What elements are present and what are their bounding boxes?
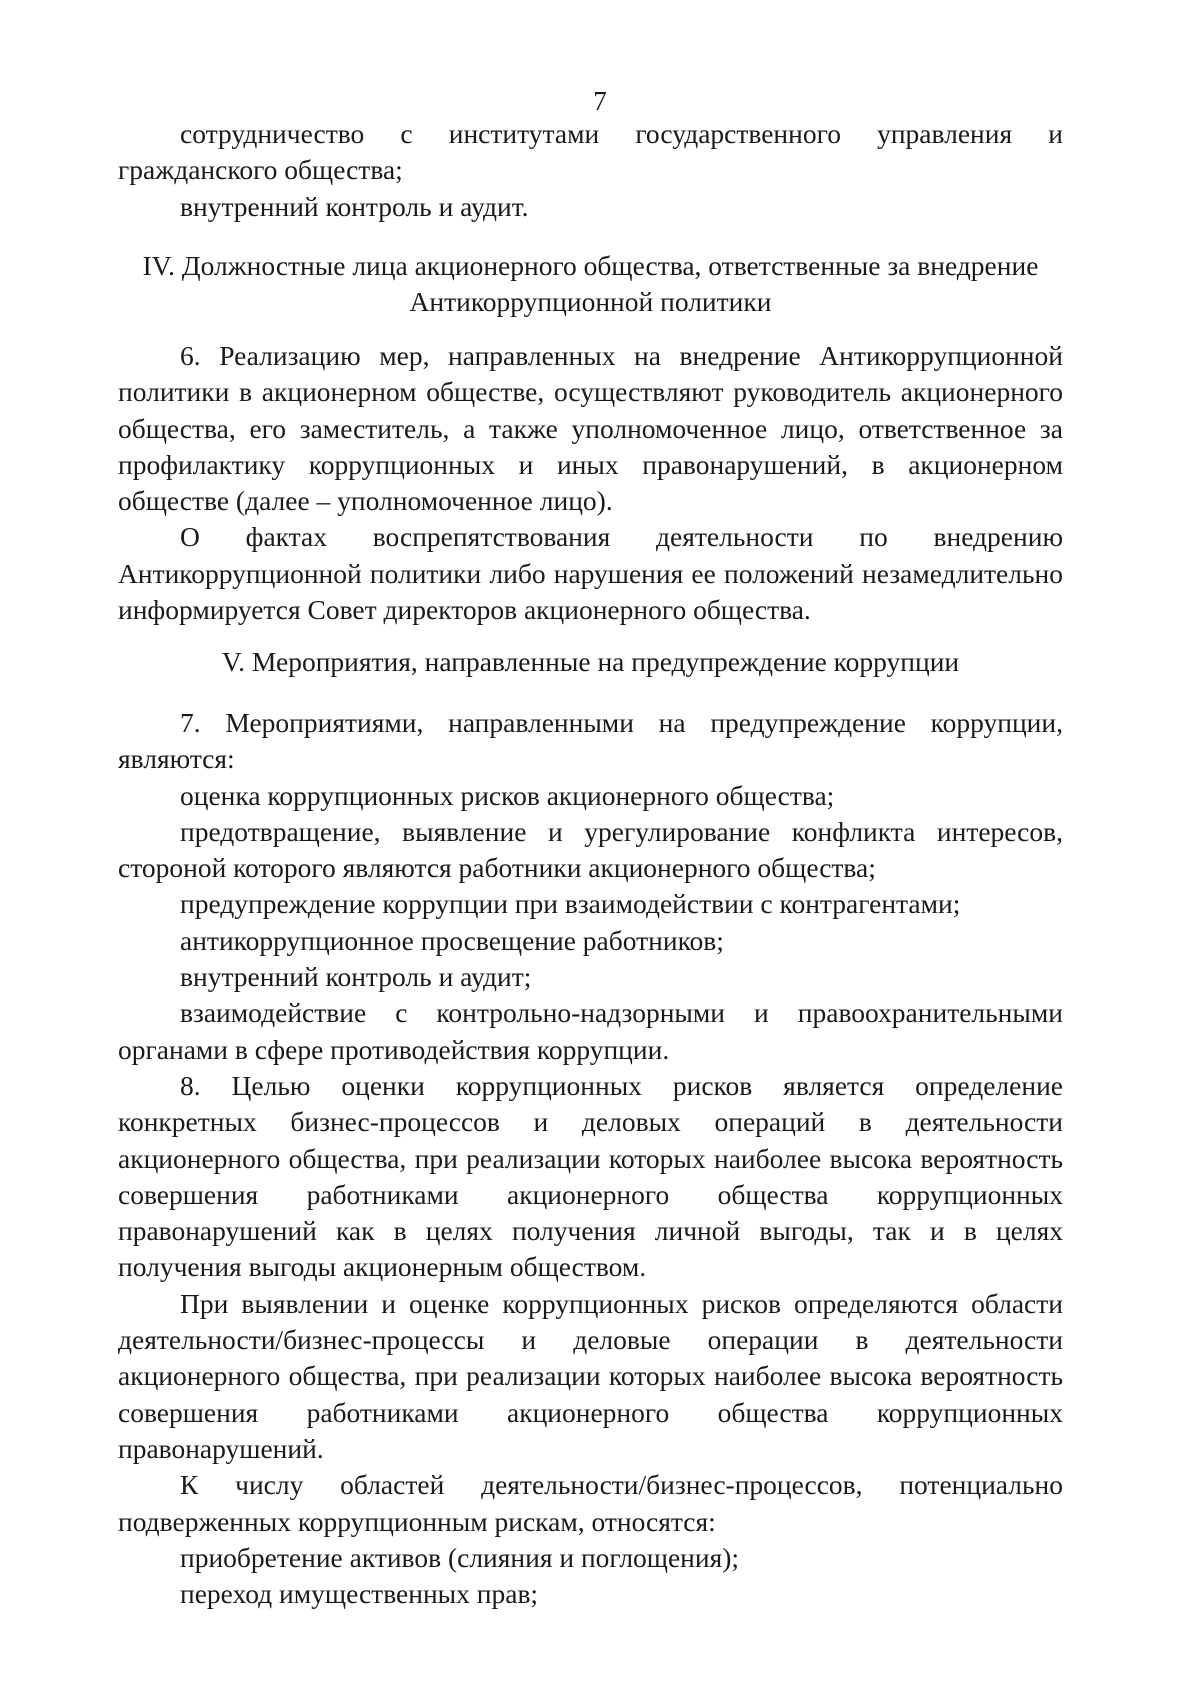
continuation-block <box>118 116 1063 225</box>
paragraph: 6. Реализацию мер, направленных на внедрение Антикоррупционной политики в акционерном обществе, осуществляют руководитель акционерного общества, его заместитель, а также уполномоченное лицо, ответственное за профилактику коррупционных и иных правонарушений, в акционерном обществе (далее – уполномоченное лицо). <box>118 340 1063 517</box>
section-5-heading <box>118 644 1063 680</box>
list-item: оценка коррупционных рисков акционерного общества; <box>180 779 835 811</box>
list-item: внутренний контроль и аудит. <box>180 190 529 222</box>
list-item: приобретение активов (слияния и поглощения); <box>180 1541 740 1573</box>
page-number: 7 <box>593 86 607 116</box>
section-heading-line: Антикоррупционной политики <box>409 286 772 318</box>
list-item: предупреждение коррупции при взаимодействии с контрагентами; <box>180 888 961 920</box>
paragraph: При выявлении и оценке коррупционных рисков определяются области деятельности/бизнес-процессы и деловые операции в деятельности акционерного общества, при реализации которых наиболее высока вероятность совершения работниками акционерного общества коррупционных правонарушений. <box>118 1287 1063 1464</box>
section-heading-line: V. Мероприятия, направленные на предупреждение коррупции <box>221 646 960 677</box>
paragraph: К числу областей деятельности/бизнес-процессов, потенциально подверженных коррупционным рискам, относятся: <box>118 1469 1063 1537</box>
list-item: сотрудничество с институтами государственного управления и гражданского общества; <box>118 118 1063 186</box>
list-item: взаимодействие с контрольно-надзорными и правоохранительными органами в сфере противодействия коррупции. <box>118 997 1063 1065</box>
list-item: антикоррупционное просвещение работников; <box>180 924 724 956</box>
paragraph: 7. Мероприятиями, направленными на предупреждение коррупции, являются: <box>118 707 1063 775</box>
paragraph: О фактах воспрепятствования деятельности по внедрению Антикоррупционной политики либо нарушения ее положений незамедлительно информируется Совет директоров акционерного общества. <box>118 521 1063 626</box>
list-item: внутренний контроль и аудит; <box>180 961 532 993</box>
section-4-body <box>118 338 1063 628</box>
list-item: предотвращение, выявление и урегулирование конфликта интересов, стороной которого являются работники акционерного общества; <box>118 815 1063 884</box>
section-5-body <box>118 705 1063 1612</box>
section-4-heading <box>118 248 1063 321</box>
paragraph: 8. Целью оценки коррупционных рисков является определение конкретных бизнес-процессов и деловых операций в деятельности акционерного общества, при реализации которых наиболее высока вероятность совершения работниками акционерного общества коррупционных правонарушений как в целях получения личной выгоды, так и в целях получения выгоды акционерным обществом. <box>118 1069 1063 1283</box>
list-item: переход имущественных прав; <box>180 1578 539 1610</box>
section-heading-line: IV. Должностные лица акционерного общества, ответственные за внедрение <box>142 250 1039 281</box>
